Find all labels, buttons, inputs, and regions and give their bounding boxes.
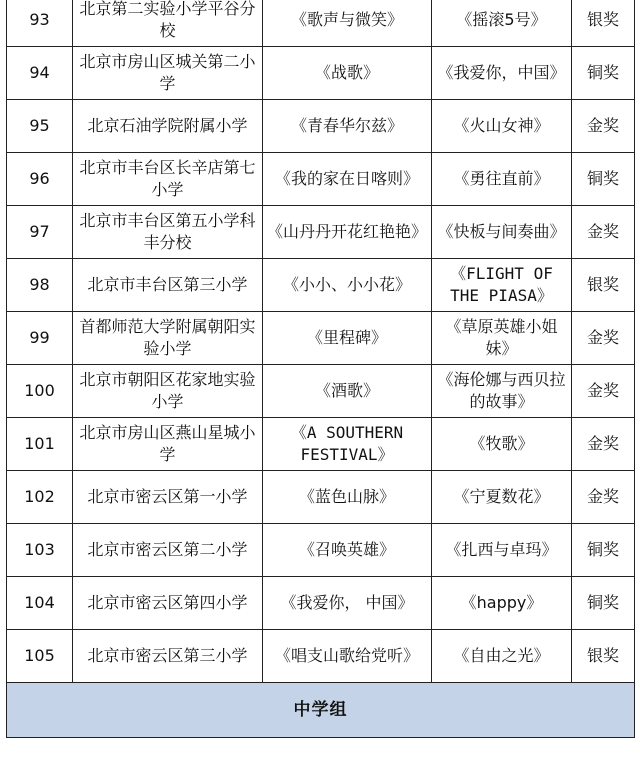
- piece-one-cell: 《青春华尔兹》: [263, 100, 432, 153]
- piece-one-cell: 《召唤英雄》: [263, 524, 432, 577]
- piece-one-cell: 《山丹丹开花红艳艳》: [263, 206, 432, 259]
- entry-number-cell: 95: [7, 100, 73, 153]
- entry-number-cell: 97: [7, 206, 73, 259]
- group-header-label: 中学组: [7, 683, 635, 738]
- award-level-cell: 银奖: [572, 259, 635, 312]
- award-level-cell: 银奖: [572, 0, 635, 47]
- table-row: [7, 365, 635, 418]
- piece-one-cell: 《小小、小小花》: [263, 259, 432, 312]
- piece-one-cell: 《我爱你， 中国》: [263, 577, 432, 630]
- piece-two-cell: 《happy》: [432, 577, 572, 630]
- entry-number-cell: 104: [7, 577, 73, 630]
- school-name-cell: 北京市房山区燕山星城小学: [73, 418, 263, 471]
- school-name-cell: 北京市丰台区第三小学: [73, 259, 263, 312]
- entry-number-cell: 105: [7, 630, 73, 683]
- piece-two-cell: 《海伦娜与西贝拉的故事》: [432, 365, 572, 418]
- table-row: [7, 0, 635, 47]
- piece-two-cell: 《扎西与卓玛》: [432, 524, 572, 577]
- school-name-cell: 北京第二实验小学平谷分校: [73, 0, 263, 47]
- entry-number-cell: 93: [7, 0, 73, 47]
- award-level-cell: 金奖: [572, 418, 635, 471]
- piece-two-cell: 《快板与间奏曲》: [432, 206, 572, 259]
- award-level-cell: 银奖: [572, 630, 635, 683]
- piece-one-cell: 《A SOUTHERN FESTIVAL》: [263, 418, 432, 471]
- award-level-cell: 金奖: [572, 206, 635, 259]
- awards-table-body: [7, 0, 635, 683]
- entry-number-cell: 99: [7, 312, 73, 365]
- entry-number-cell: 100: [7, 365, 73, 418]
- award-level-cell: 金奖: [572, 312, 635, 365]
- award-level-cell: 金奖: [572, 100, 635, 153]
- school-name-cell: 北京市密云区第一小学: [73, 471, 263, 524]
- table-row: [7, 259, 635, 312]
- piece-two-cell: 《草原英雄小姐妹》: [432, 312, 572, 365]
- table-row: [7, 524, 635, 577]
- award-level-cell: 金奖: [572, 365, 635, 418]
- award-level-cell: 铜奖: [572, 47, 635, 100]
- piece-two-cell: 《牧歌》: [432, 418, 572, 471]
- piece-two-cell: 《自由之光》: [432, 630, 572, 683]
- award-level-cell: 铜奖: [572, 577, 635, 630]
- piece-one-cell: 《唱支山歌给党听》: [263, 630, 432, 683]
- award-level-cell: 铜奖: [572, 524, 635, 577]
- school-name-cell: 北京市房山区城关第二小学: [73, 47, 263, 100]
- table-row: [7, 206, 635, 259]
- table-row: [7, 47, 635, 100]
- award-level-cell: 金奖: [572, 471, 635, 524]
- piece-one-cell: 《我的家在日喀则》: [263, 153, 432, 206]
- table-row: [7, 153, 635, 206]
- piece-two-cell: 《FLIGHT OF THE PIASA》: [432, 259, 572, 312]
- school-name-cell: 首都师范大学附属朝阳实验小学: [73, 312, 263, 365]
- piece-one-cell: 《酒歌》: [263, 365, 432, 418]
- entry-number-cell: 102: [7, 471, 73, 524]
- table-row: [7, 471, 635, 524]
- table-row: [7, 100, 635, 153]
- table-row: [7, 577, 635, 630]
- school-name-cell: 北京市密云区第四小学: [73, 577, 263, 630]
- piece-one-cell: 《战歌》: [263, 47, 432, 100]
- school-name-cell: 北京市密云区第二小学: [73, 524, 263, 577]
- entry-number-cell: 94: [7, 47, 73, 100]
- table-row: [7, 630, 635, 683]
- award-level-cell: 铜奖: [572, 153, 635, 206]
- piece-two-cell: 《摇滚5号》: [432, 0, 572, 47]
- table-row: [7, 418, 635, 471]
- table-row: [7, 312, 635, 365]
- school-name-cell: 北京石油学院附属小学: [73, 100, 263, 153]
- piece-one-cell: 《歌声与微笑》: [263, 0, 432, 47]
- awards-table: [6, 0, 635, 738]
- piece-two-cell: 《勇往直前》: [432, 153, 572, 206]
- school-name-cell: 北京市丰台区长辛店第七小学: [73, 153, 263, 206]
- entry-number-cell: 96: [7, 153, 73, 206]
- piece-two-cell: 《我爱你，中国》: [432, 47, 572, 100]
- piece-two-cell: 《宁夏数花》: [432, 471, 572, 524]
- entry-number-cell: 101: [7, 418, 73, 471]
- entry-number-cell: 103: [7, 524, 73, 577]
- group-header-row: [7, 683, 635, 738]
- piece-two-cell: 《火山女神》: [432, 100, 572, 153]
- school-name-cell: 北京市丰台区第五小学科丰分校: [73, 206, 263, 259]
- school-name-cell: 北京市密云区第三小学: [73, 630, 263, 683]
- school-name-cell: 北京市朝阳区花家地实验小学: [73, 365, 263, 418]
- entry-number-cell: 98: [7, 259, 73, 312]
- piece-one-cell: 《蓝色山脉》: [263, 471, 432, 524]
- piece-one-cell: 《里程碑》: [263, 312, 432, 365]
